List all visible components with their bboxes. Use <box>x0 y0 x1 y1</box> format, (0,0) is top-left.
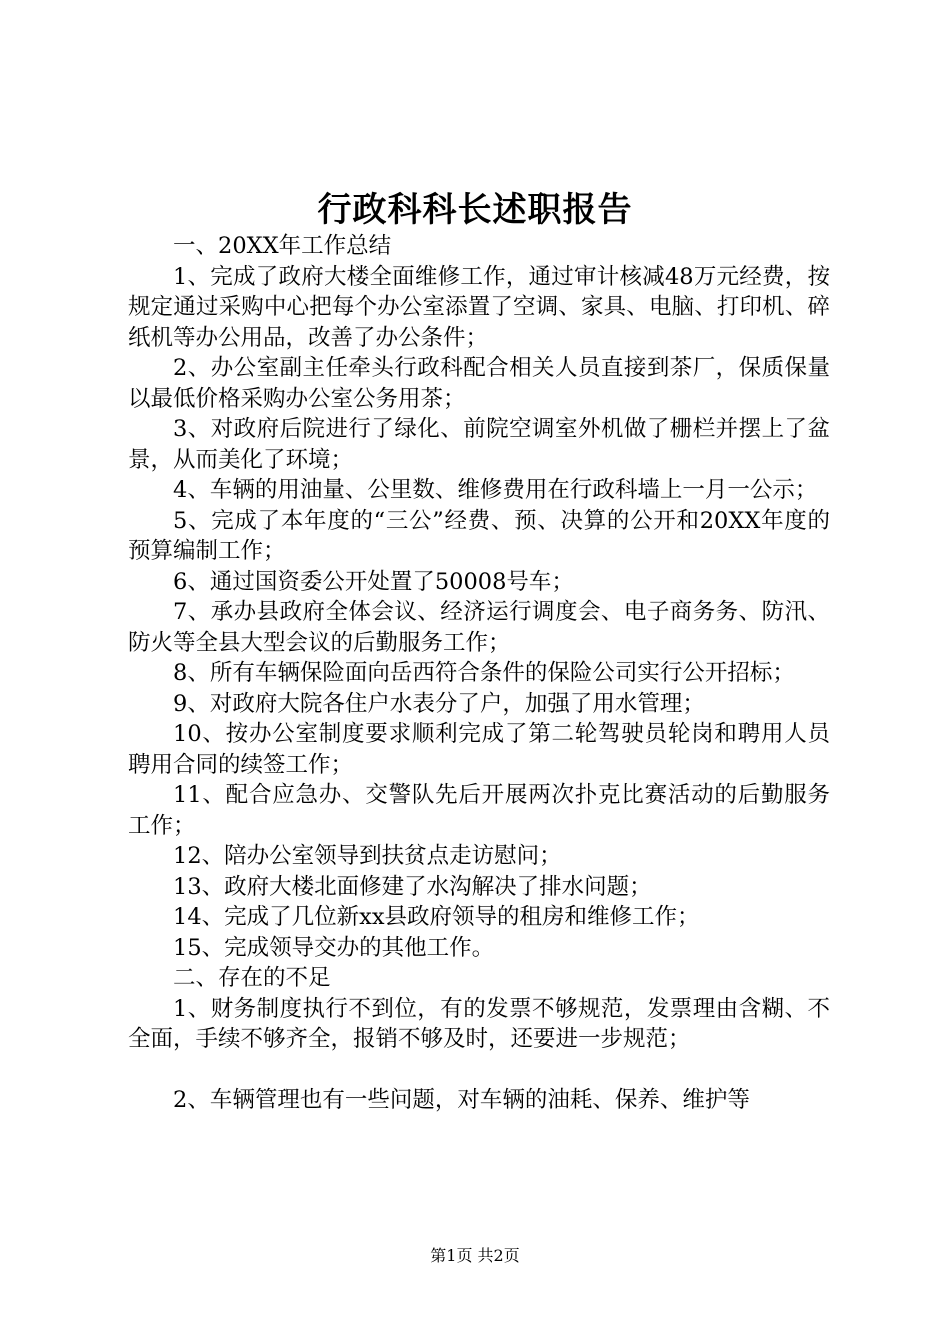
paragraph: 12、陪办公室领导到扶贫点走访慰问； <box>173 843 562 869</box>
paragraph: 4、车辆的用油量、公里数、维修费用在行政科墙上一月一公示； <box>173 477 818 503</box>
paragraph: 15、完成领导交办的其他工作。 <box>173 934 495 961</box>
paragraph: 2、办公室副主任牵头行政科配合相关人员直接到茶厂，保质保量以最低价格采购办公室公务用茶； <box>128 355 830 412</box>
paragraph: 11、配合应急办、交警队先后开展两次扑克比赛活动的后勤服务工作； <box>128 782 830 839</box>
section-heading: 一、20XX年工作总结 <box>173 233 392 259</box>
paragraph: 14、完成了几位新xx县政府领导的租房和维修工作； <box>173 904 700 930</box>
paragraph: 9、对政府大院各住户水表分了户，加强了用水管理； <box>173 690 705 717</box>
document-title: 行政科科长述职报告 <box>317 190 633 230</box>
paragraph: 5、完成了本年度的“三公”经费、预、决算的公开和20XX年度的预算编制工作； <box>128 507 830 564</box>
document-body <box>128 231 830 1115</box>
paragraph: 2、车辆管理也有一些问题，对车辆的油耗、保养、维护等 <box>173 1086 750 1113</box>
paragraph: 3、对政府后院进行了绿化、前院空调室外机做了栅栏并摆上了盆景，从而美化了环境； <box>128 416 830 473</box>
paragraph: 13、政府大楼北面修建了水沟解决了排水问题； <box>173 873 652 900</box>
page-footer: 第1页 共2页 <box>430 1246 520 1265</box>
paragraph: 1、完成了政府大楼全面维修工作，通过审计核减48万元经费，按规定通过采购中心把每个办公室添置了空调、家具、电脑、打印机、碎纸机等办公用品，改善了办公条件； <box>128 263 830 351</box>
paragraph-spacer <box>128 1055 830 1085</box>
paragraph: 10、按办公室制度要求顺利完成了第二轮驾驶员轮岗和聘用人员聘用合同的续签工作； <box>128 721 830 778</box>
section-heading: 二、存在的不足 <box>173 965 331 991</box>
paragraph: 6、通过国资委公开处置了50008号车； <box>173 568 574 595</box>
paragraph: 1、财务制度执行不到位，有的发票不够规范，发票理由含糊、不全面，手续不够齐全，报销不够及时，还要进一步规范； <box>128 995 830 1052</box>
paragraph: 7、承办县政府全体会议、经济运行调度会、电子商务务、防汛、防火等全县大型会议的后勤服务工作； <box>128 599 830 656</box>
paragraph: 8、所有车辆保险面向岳西符合条件的保险公司实行公开招标； <box>173 660 795 686</box>
